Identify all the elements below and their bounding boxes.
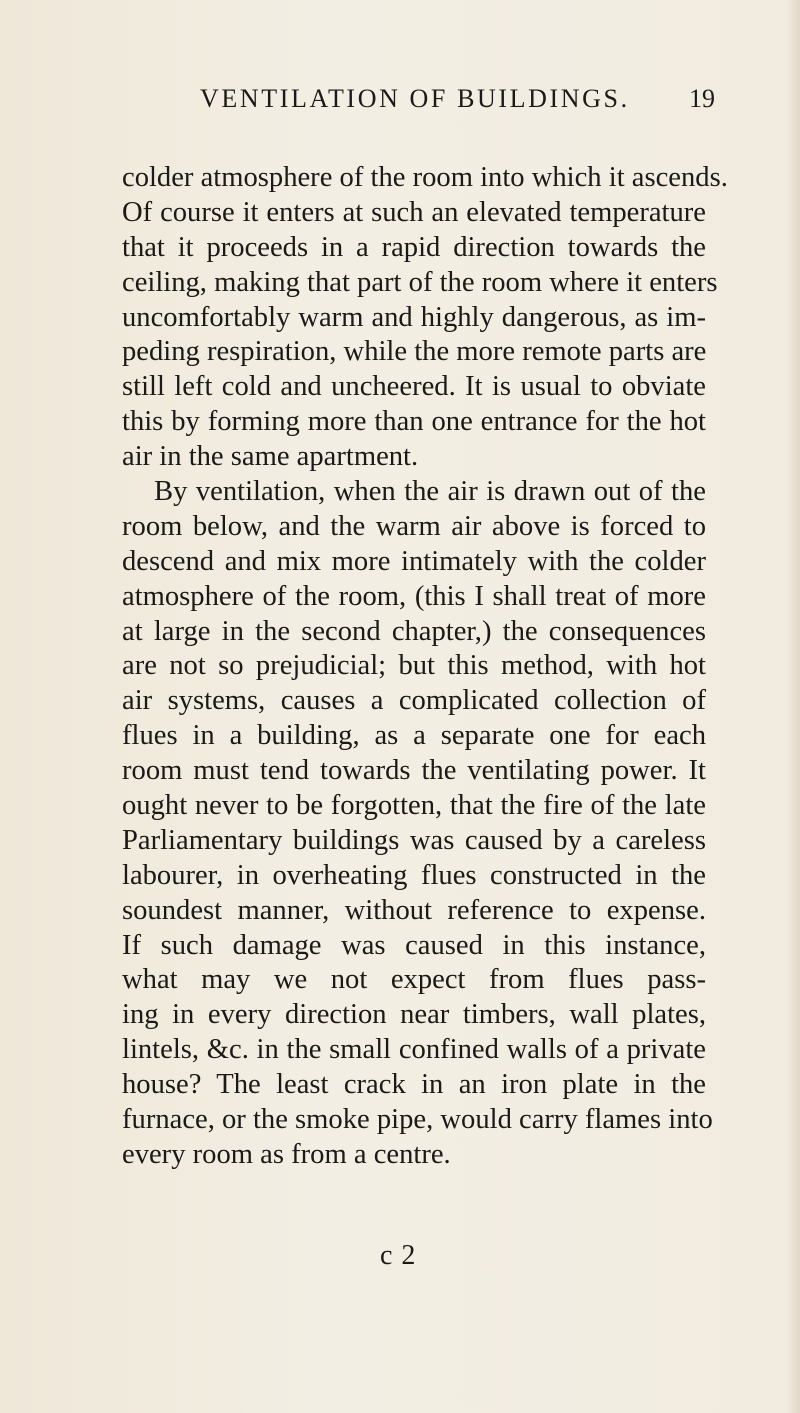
text-line: this by forming more than one entrance for the hot [122, 406, 706, 438]
signature-mark: c 2 [380, 1240, 417, 1271]
text-line: at large in the second chapter,) the consequences [122, 615, 706, 647]
text-line: room below, and the warm air above is forced to [122, 510, 706, 542]
text-line: air systems, causes a complicated collection of [122, 685, 706, 717]
page-edge-shadow [786, 0, 800, 1413]
text-line: labourer, in overheating flues constructed in the [122, 859, 706, 891]
text-line: air in the same apartment. [122, 441, 419, 473]
text-line: descend and mix more intimately with the colder [122, 545, 706, 577]
running-head: VENTILATION OF BUILDINGS. [200, 84, 630, 113]
text-line: lintels, &c. in the small confined walls of a private [122, 1034, 706, 1066]
paragraph-start-line: By ventilation, when the air is drawn out of the [154, 476, 706, 508]
text-line: furnace, or the smoke pipe, would carry flames into [122, 1104, 713, 1136]
text-line: colder atmosphere of the room into which it ascends. [122, 162, 728, 193]
text-line: what may we not expect from flues pass- [122, 964, 706, 996]
text-line: atmosphere of the room, (this I shall treat of more [122, 580, 706, 612]
text-line: uncomfortably warm and highly dangerous, as im- [122, 301, 706, 333]
text-line: soundest manner, without reference to expense. [122, 894, 706, 926]
text-line: flues in a building, as a separate one for each [122, 720, 706, 752]
text-line: ing in every direction near timbers, wall plates, [122, 999, 706, 1031]
text-line: ought never to be forgotten, that the fire of the late [122, 790, 706, 822]
text-line: that it proceeds in a rapid direction towards the [122, 231, 706, 263]
text-line: still left cold and uncheered. It is usual to obviate [122, 371, 706, 403]
text-line: are not so prejudicial; but this method, with hot [122, 650, 706, 682]
text-line: house? The least crack in an iron plate in the [122, 1069, 706, 1101]
page-header [0, 84, 800, 124]
page-number: 19 [689, 84, 715, 113]
text-line: If such damage was caused in this instance, [122, 929, 706, 961]
body-text [122, 161, 728, 1173]
text-line: Of course it enters at such an elevated temperature [122, 196, 706, 228]
text-line: room must tend towards the ventilating power. It [122, 755, 706, 787]
text-line: peding respiration, while the more remote parts are [122, 336, 707, 368]
text-line: Parliamentary buildings was caused by a careless [122, 824, 706, 856]
text-line: every room as from a centre. [122, 1138, 451, 1170]
text-line: ceiling, making that part of the room where it enters [122, 266, 718, 298]
